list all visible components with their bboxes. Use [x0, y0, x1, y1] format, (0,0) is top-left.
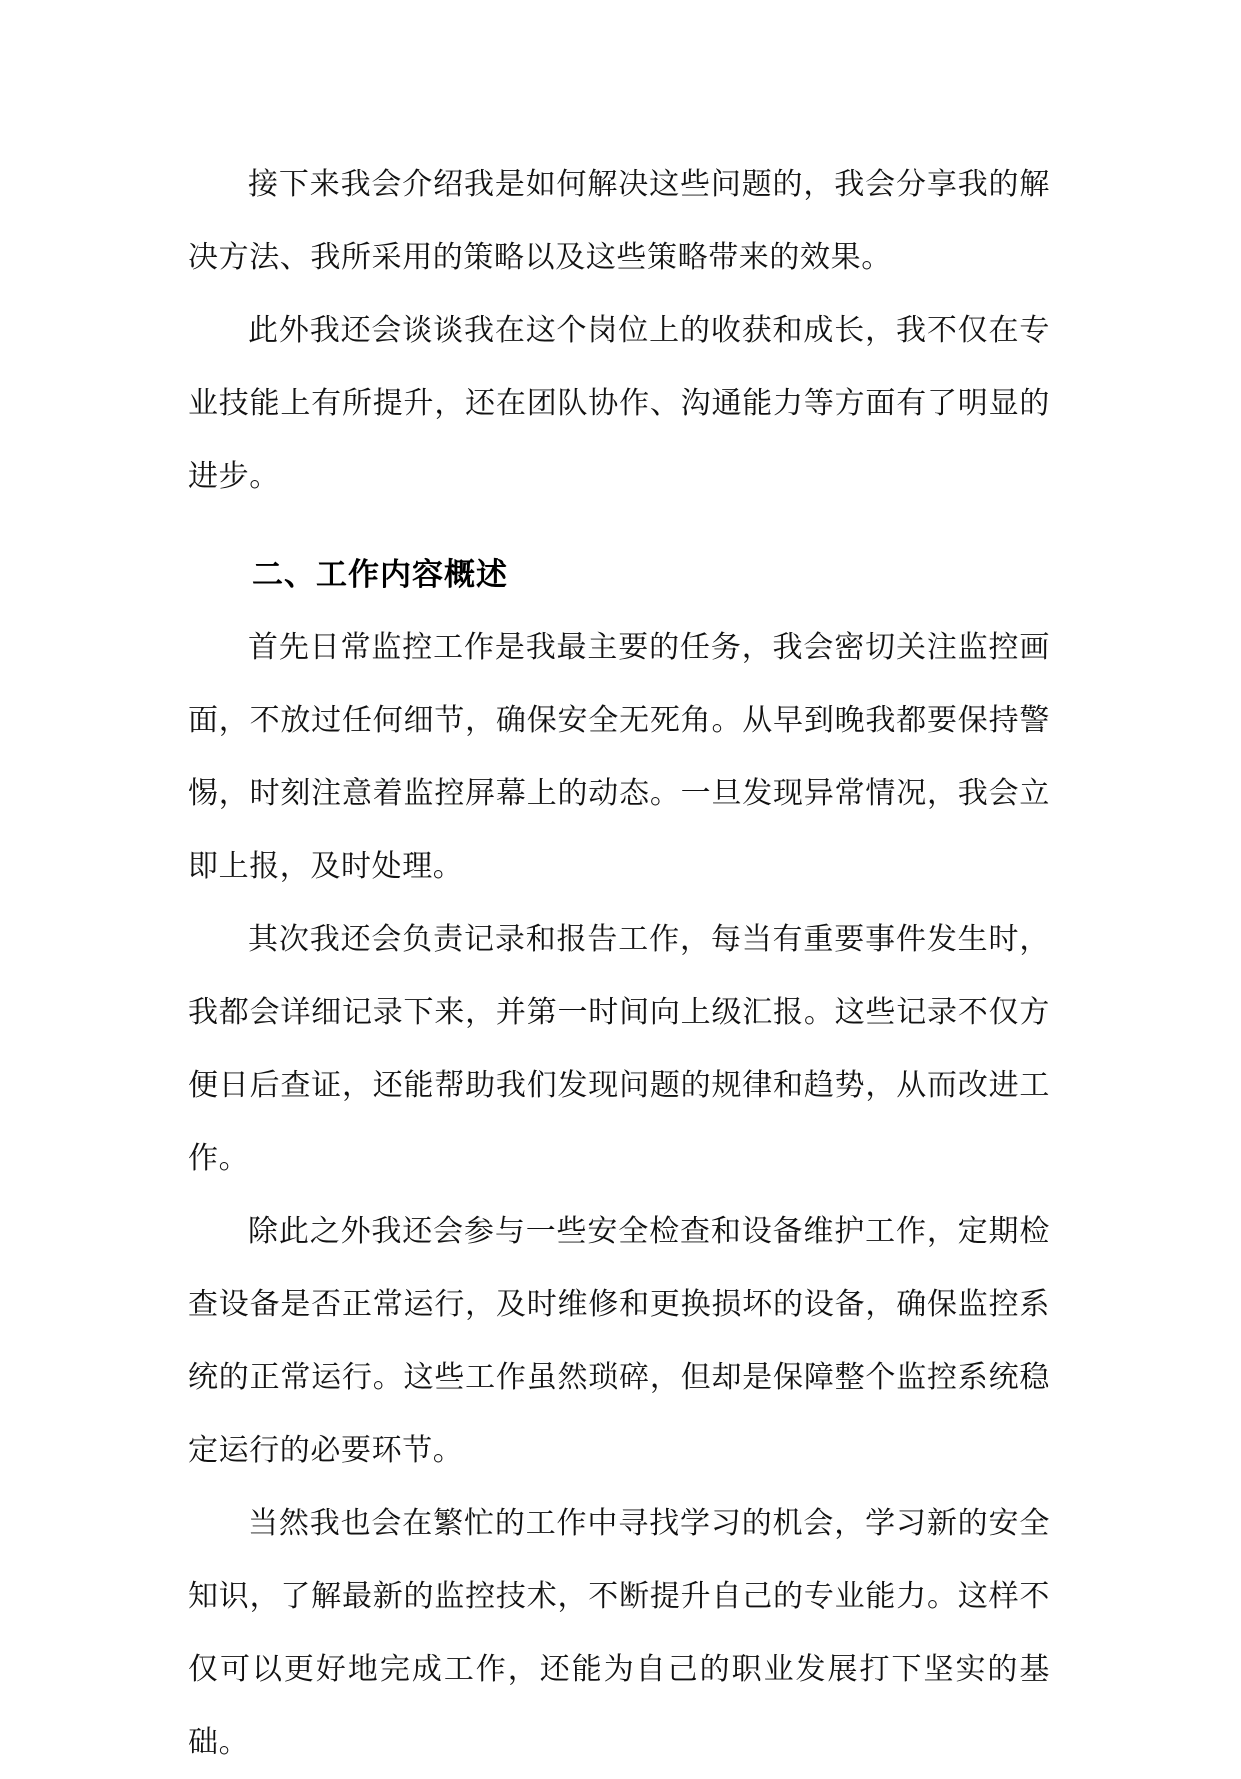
paragraph-daily-monitoring: 首先日常监控工作是我最主要的任务，我会密切关注监控画面，不放过任何细节，确保安全无死角。从早到晚我都要保持警惕，时刻注意着监控屏幕上的动态。一旦发现异常情况，我会立即上报，及时处理。 [188, 630, 1050, 884]
paragraph-learning: 当然我也会在繁忙的工作中寻找学习的机会，学习新的安全知识，了解最新的监控技术，不断提升自己的专业能力。这样不仅可以更好地完成工作，还能为自己的职业发展打下坚实的基础。 [188, 1506, 1050, 1760]
document-body [188, 148, 1050, 1779]
paragraph-recording-reporting: 其次我还会负责记录和报告工作，每当有重要事件发生时，我都会详细记录下来，并第一时间向上级汇报。这些记录不仅方便日后查证，还能帮助我们发现问题的规律和趋势，从而改进工作。 [188, 922, 1050, 1176]
paragraph-growth: 此外我还会谈谈我在这个岗位上的收获和成长，我不仅在专业技能上有所提升，还在团队协作、沟通能力等方面有了明显的进步。 [188, 313, 1050, 494]
paragraph-inspection-maintenance: 除此之外我还会参与一些安全检查和设备维护工作，定期检查设备是否正常运行，及时维修和更换损坏的设备，确保监控系统的正常运行。这些工作虽然琐碎，但却是保障整个监控系统稳定运行的必要环节。 [188, 1214, 1050, 1468]
paragraph-solutions: 接下来我会介绍我是如何解决这些问题的，我会分享我的解决方法、我所采用的策略以及这些策略带来的效果。 [188, 167, 1050, 275]
section-heading-work-overview: 二、工作内容概述 [252, 557, 508, 593]
